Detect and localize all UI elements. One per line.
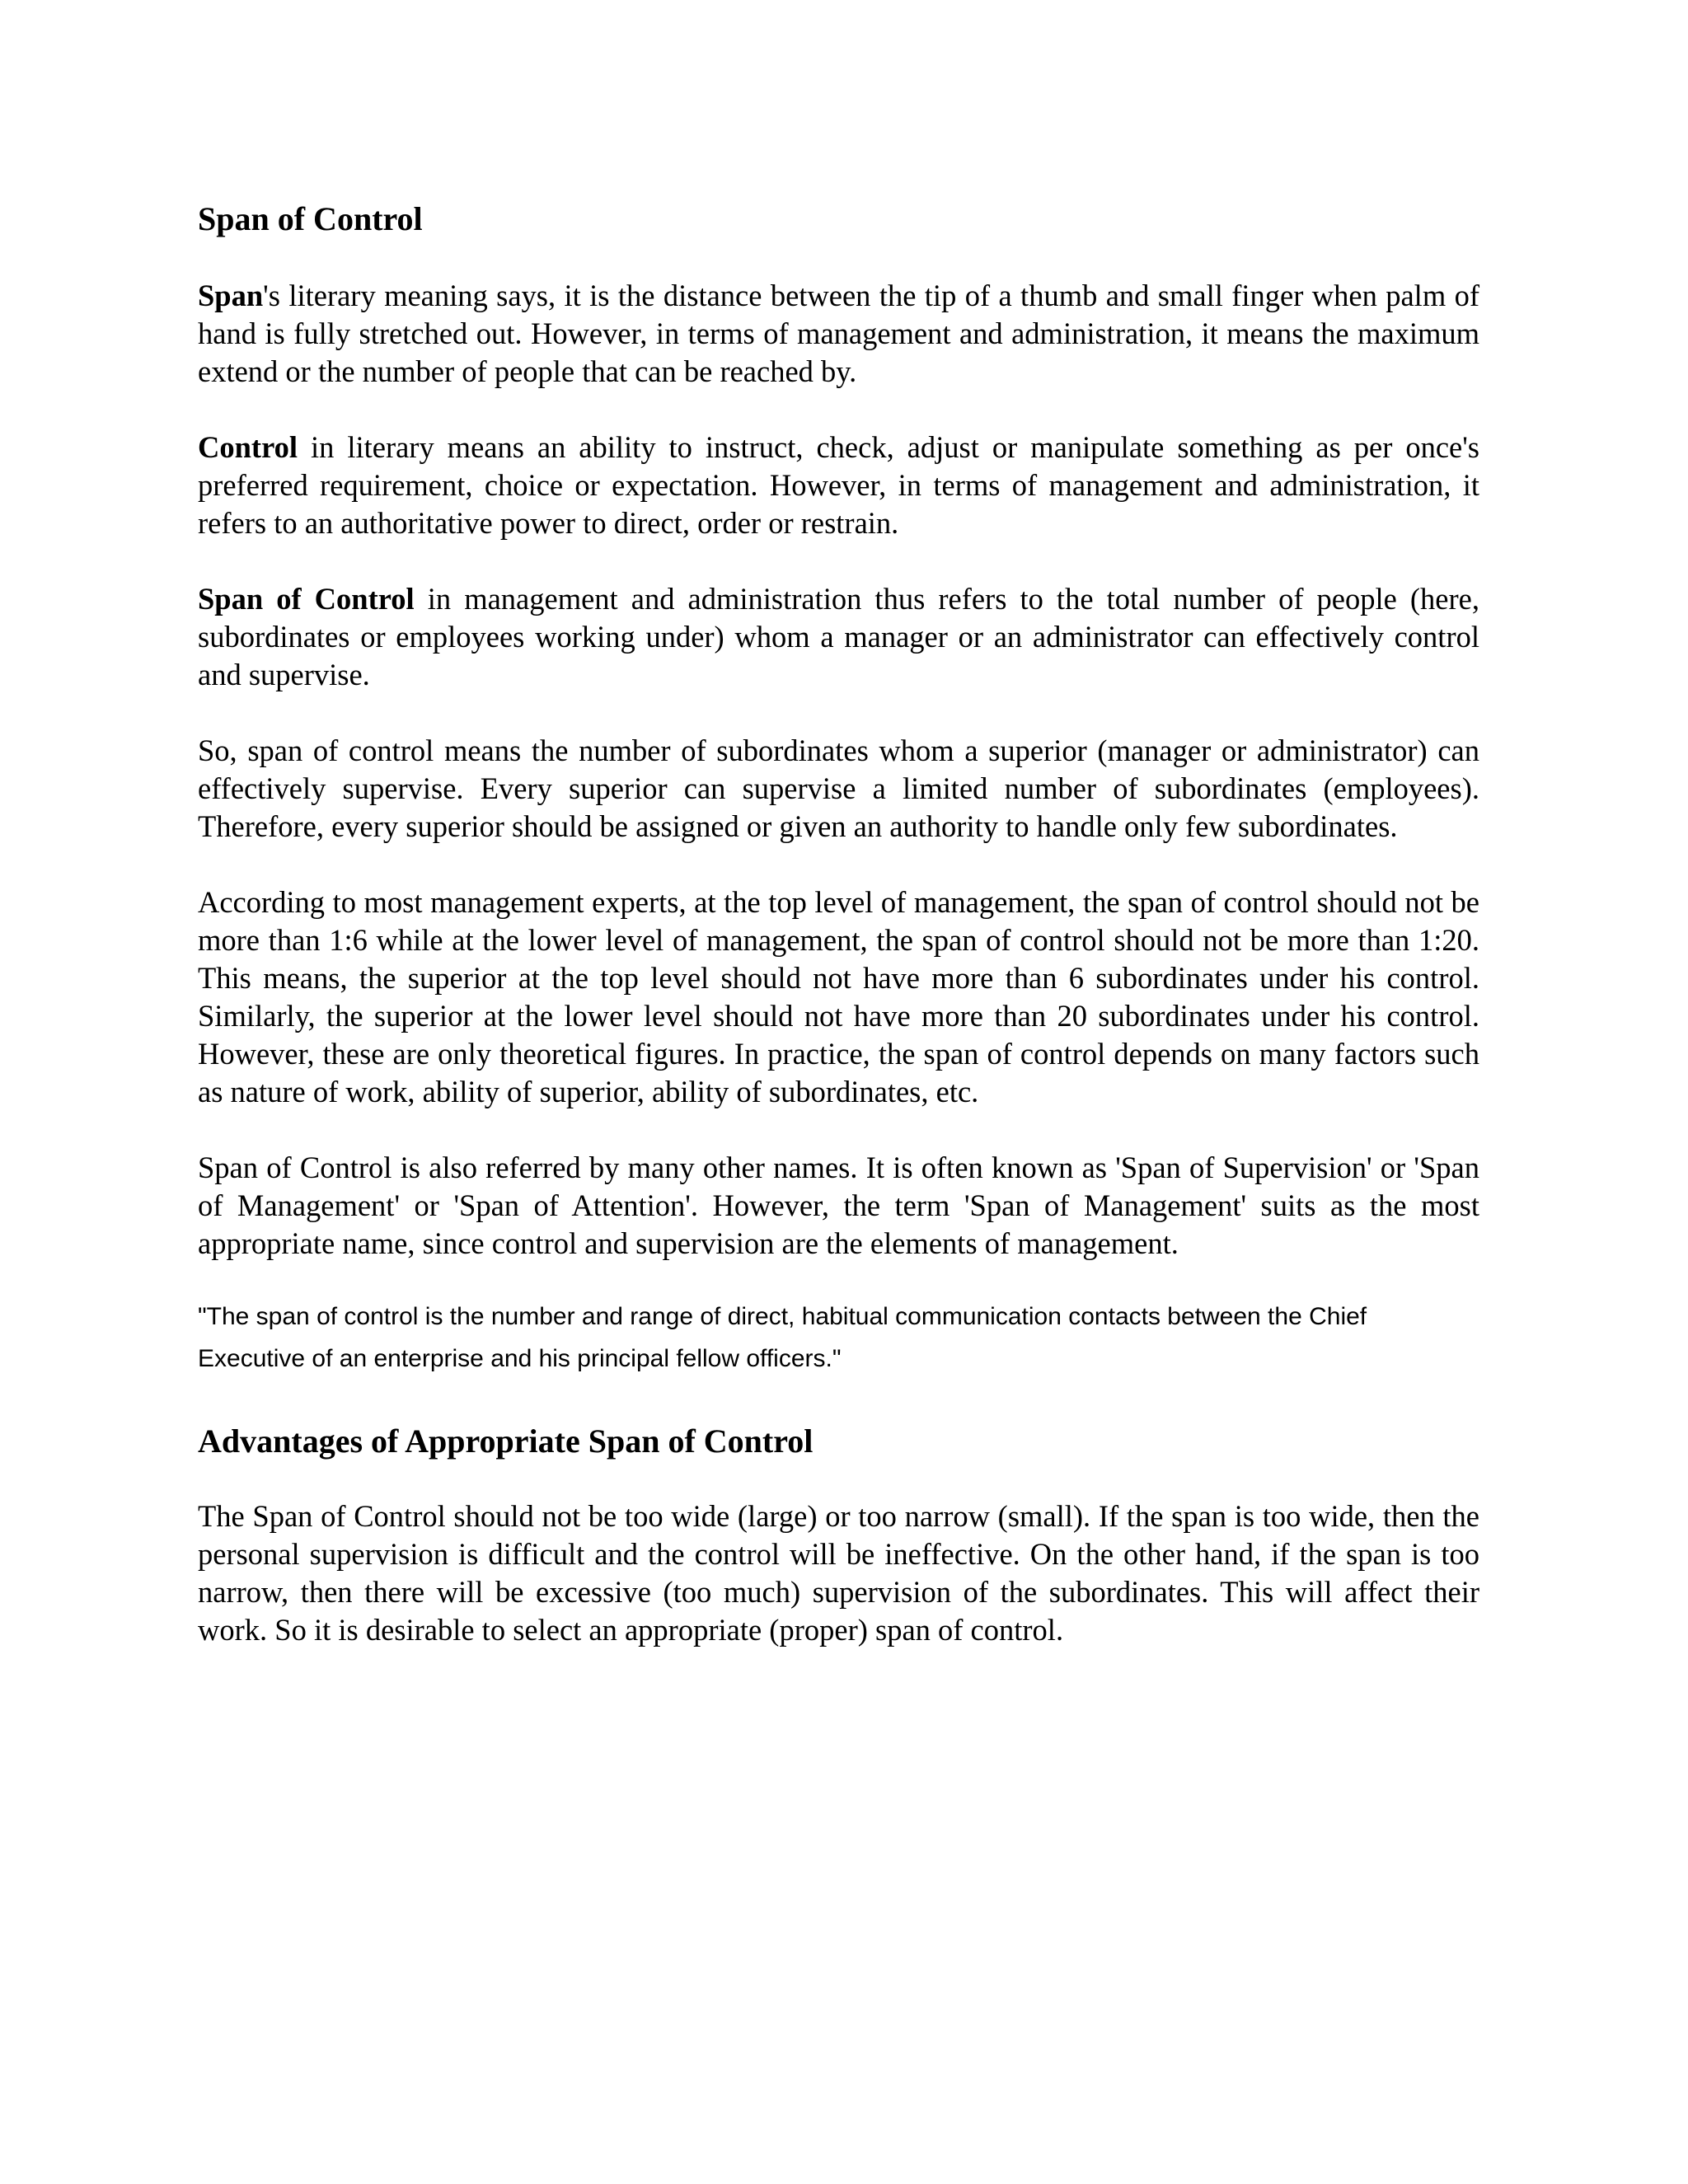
document-page [198, 194, 1479, 1649]
paragraph-span-of-control-definition [198, 580, 1479, 694]
term-span: Span [198, 279, 264, 312]
section-title-advantages: Advantages of Appropriate Span of Control [198, 1422, 814, 1460]
paragraph-summary: So, span of control means the number of subordinates whom a superior (manager or administrator) can effectively supervise. Every superior can supervise a limited number of subordinates (employees). Therefore, every superior should be assigned or given an authority to handle only few subordinates. [198, 733, 1479, 843]
paragraph-span-meaning [198, 277, 1479, 391]
paragraph-ratios: According to most management experts, at the top level of management, the span of control should not be more than 1:6 while at the lower level of management, the span of control should not be more than 1:20. This means, the superior at the top level should not have more than 6 subordinates under his control. Similarly, the superior at the lower level should not have more than 20 subordinates under his control. However, these are only theoretical figures. In practice, the span of control depends on many factors such as nature of work, ability of superior, ability of subordinates, etc. [198, 885, 1479, 1108]
paragraph-control-meaning [198, 429, 1479, 542]
term-control: Control [198, 430, 298, 464]
page-title: Span of Control [198, 200, 423, 237]
term-span-of-control: Span of Control [198, 582, 415, 616]
paragraph-text: in management and administration thus refers to the total number of people (here, subordinates or employees working under) whom a manager or an administrator can effectively control and supervise. [198, 582, 1479, 691]
paragraph-other-names: Span of Control is also referred by many other names. It is often known as 'Span of Supervision' or 'Span of Management' or 'Span of Attention'. However, the term 'Span of Management' suits as the most appropriate name, since control and supervision are the elements of management. [198, 1151, 1479, 1260]
definition-quote: "The span of control is the number and range of direct, habitual communication contacts between the Chief Executive of an enterprise and his principal fellow officers." [198, 1303, 1367, 1372]
paragraph-advantages: The Span of Control should not be too wide (large) or too narrow (small). If the span is too wide, then the personal supervision is difficult and the control will be ineffective. On the other hand, if the span is too narrow, then there will be excessive (too much) supervision of the subordinates. This will affect their work. So it is desirable to select an appropriate (proper) span of control. [198, 1499, 1479, 1647]
paragraph-text: 's literary meaning says, it is the distance between the tip of a thumb and small finger when palm of hand is fully stretched out. However, in terms of management and administration, it means the maximum extend or the number of people that can be reached by. [198, 279, 1479, 388]
paragraph-text: in literary means an ability to instruct, check, adjust or manipulate something as per once's preferred requirement, choice or expectation. However, in terms of management and administration, it refers to an authoritative power to direct, order or restrain. [198, 430, 1479, 540]
